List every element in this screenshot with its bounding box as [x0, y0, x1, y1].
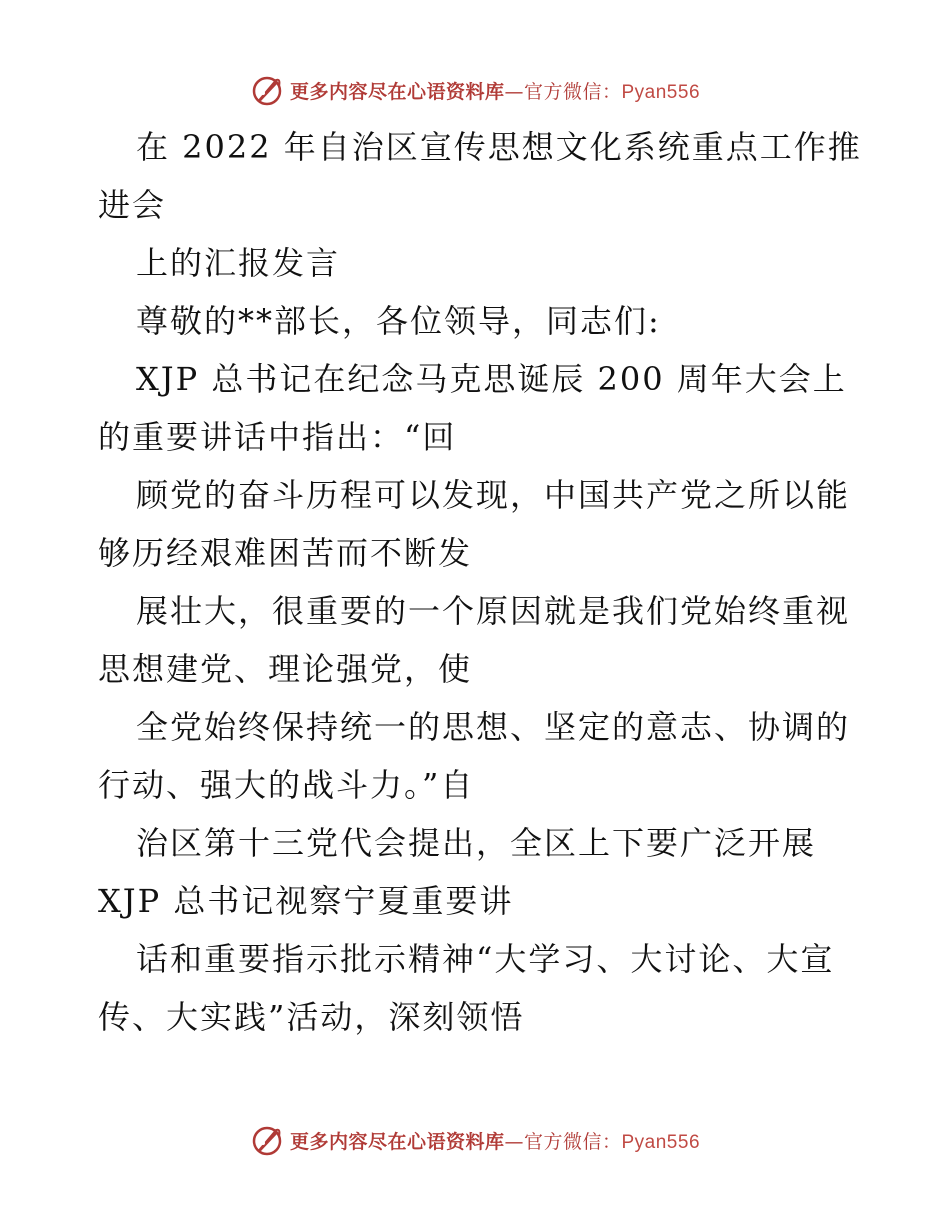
- document-text-line: 够历经艰难困苦而不断发: [98, 534, 473, 572]
- document-text-line: 全党始终保持统一的思想、坚定的意志、协调的: [136, 708, 851, 746]
- document-text-line: 话和重要指示批示精神“大学习、大讨论、大宣: [136, 940, 835, 978]
- document-body: [98, 118, 862, 1046]
- document-text-line: 传、大实践”活动，深刻领悟: [98, 998, 525, 1036]
- header-watermark-banner: [0, 70, 950, 110]
- banner-site-name: 更多内容尽在心语资料库: [289, 1130, 505, 1153]
- document-text-line: 进会: [98, 186, 167, 224]
- banner-wechat-label: 官方微信：: [523, 1130, 622, 1153]
- document-text-line: 的重要讲话中指出：“回: [98, 418, 457, 456]
- document-text-line: XJP 总书记在纪念马克思诞辰 200 周年大会上: [136, 360, 847, 398]
- document-text-line: 展壮大，很重要的一个原因就是我们党始终重视: [136, 592, 851, 630]
- banner-separator: —: [504, 1130, 524, 1153]
- banner-separator: —: [504, 80, 524, 103]
- banner-wechat-id: Pyan556: [621, 1131, 701, 1153]
- footer-banner-content: [250, 1123, 700, 1157]
- footer-banner-text: [290, 1127, 700, 1154]
- banner-wechat-label: 官方微信：: [523, 80, 622, 103]
- feather-pen-logo-icon: [250, 73, 284, 107]
- document-text-line: 尊敬的**部长，各位领导，同志们:: [136, 302, 661, 340]
- document-text-line: 治区第十三党代会提出，全区上下要广泛开展: [136, 824, 817, 862]
- banner-site-name: 更多内容尽在心语资料库: [289, 80, 505, 103]
- header-banner-text: [290, 77, 700, 104]
- header-banner-content: [250, 73, 700, 107]
- footer-watermark-banner: [0, 1120, 950, 1160]
- banner-wechat-id: Pyan556: [621, 81, 701, 103]
- document-text-line: 顾党的奋斗历程可以发现，中国共产党之所以能: [136, 476, 851, 514]
- document-text-line: XJP 总书记视察宁夏重要讲: [98, 882, 514, 920]
- feather-pen-logo-icon: [250, 1123, 284, 1157]
- document-text-line: 在 2022 年自治区宣传思想文化系统重点工作推: [136, 128, 862, 166]
- document-text-line: 思想建党、理论强党，使: [98, 650, 473, 688]
- document-text-line: 上的汇报发言: [136, 244, 341, 282]
- document-text-line: 行动、强大的战斗力。”自: [98, 766, 475, 804]
